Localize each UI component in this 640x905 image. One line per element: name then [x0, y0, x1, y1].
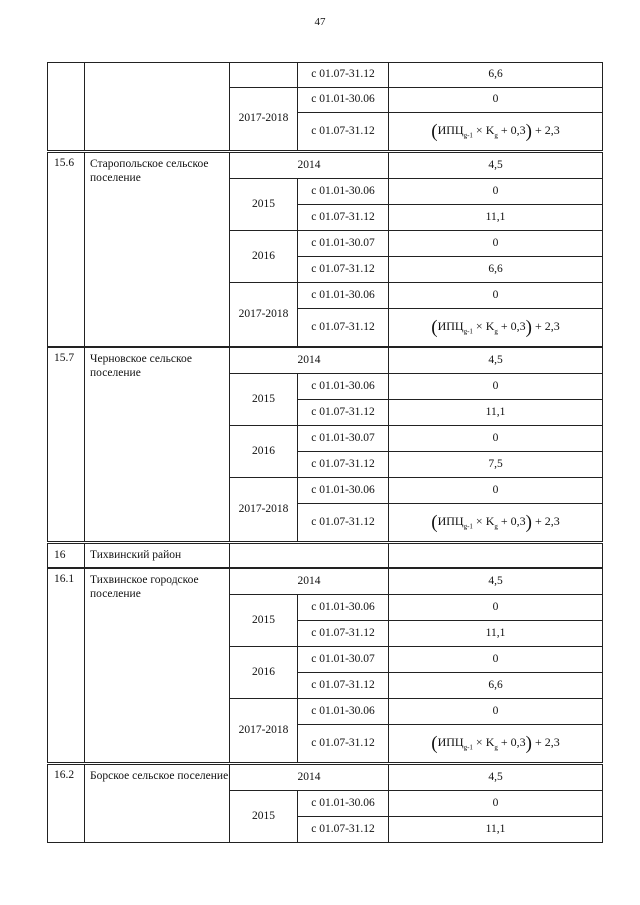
value-cell: 0 [389, 426, 603, 452]
formula-cell [389, 309, 603, 347]
period-cell: с 01.07-31.12 [298, 817, 389, 843]
value-cell: 6,6 [389, 63, 603, 88]
year-cell: 2015 [230, 595, 298, 647]
period-cell: с 01.01-30.06 [298, 595, 389, 621]
year-cell: 2016 [230, 647, 298, 699]
formula: $(ИПЦ_{g-1} \times K_g + 0,3) + 2,3$ [431, 317, 560, 338]
value-cell: 11,1 [389, 621, 603, 647]
period-cell: с 01.07-31.12 [298, 621, 389, 647]
value-cell: 4,5 [389, 348, 603, 374]
period-cell: с 01.01-30.07 [298, 231, 389, 257]
formula-cell [389, 725, 603, 763]
year-cell: 2017-2018 [230, 699, 298, 763]
period-cell: с 01.01-30.06 [298, 791, 389, 817]
district-name: Тихвинский район [85, 544, 230, 568]
period-cell: с 01.01-30.07 [298, 647, 389, 673]
year-cell: 2014 [230, 765, 389, 791]
period-cell: с 01.07-31.12 [298, 673, 389, 699]
section-16-2 [47, 764, 603, 843]
period-cell: с 01.01-30.06 [298, 179, 389, 205]
period-cell: с 01.01-30.07 [298, 426, 389, 452]
value-cell: 4,5 [389, 153, 603, 179]
year-cell: 2015 [230, 374, 298, 426]
year-cell: 2016 [230, 231, 298, 283]
period-cell: с 01.07-31.12 [298, 725, 389, 763]
formula: $(ИПЦ_{g-1} \times K_g + 0,3) + 2,3$ [431, 512, 560, 533]
formula: $(ИПЦ_{g-1} \times K_g + 0,3) + 2,3$ [431, 733, 560, 754]
value-cell: 0 [389, 374, 603, 400]
year-cell: 2014 [230, 569, 389, 595]
row-number: 16 [48, 544, 85, 568]
empty-cell [389, 544, 603, 568]
year-cell: 2017-2018 [230, 478, 298, 542]
period-cell: с 01.07-31.12 [298, 452, 389, 478]
row-number: 15.7 [48, 348, 85, 542]
row-number: 15.6 [48, 153, 85, 347]
period-cell: с 01.01-30.06 [298, 283, 389, 309]
year-cell: 2017-2018 [230, 88, 298, 151]
period-cell: с 01.01-30.06 [298, 374, 389, 400]
value-cell: 0 [389, 647, 603, 673]
value-cell: 4,5 [389, 569, 603, 595]
period-cell: с 01.01-30.06 [298, 88, 389, 113]
year-cell [230, 63, 298, 88]
value-cell: 0 [389, 791, 603, 817]
period-cell: с 01.07-31.12 [298, 504, 389, 542]
section-15-7 [47, 347, 603, 542]
value-cell: 4,5 [389, 765, 603, 791]
name-cell [85, 63, 230, 151]
value-cell: 11,1 [389, 817, 603, 843]
value-cell: 6,6 [389, 673, 603, 699]
formula: $(ИПЦ_{g-1} \times K_g + 0,3) + 2,3$ [431, 121, 560, 142]
row-number: 16.1 [48, 569, 85, 763]
num-cell [48, 63, 85, 151]
formula-cell [389, 113, 603, 151]
year-cell: 2016 [230, 426, 298, 478]
period-cell: с 01.07-31.12 [298, 400, 389, 426]
period-cell: с 01.01-30.06 [298, 699, 389, 725]
value-cell: 0 [389, 595, 603, 621]
value-cell: 0 [389, 88, 603, 113]
formula-cell [389, 504, 603, 542]
settlement-name: Старопольское сельское поселение [85, 153, 230, 347]
settlement-name: Тихвинское городское поселение [85, 569, 230, 763]
value-cell: 11,1 [389, 400, 603, 426]
year-cell: 2015 [230, 179, 298, 231]
value-cell: 6,6 [389, 257, 603, 283]
table-continuation [47, 62, 603, 151]
section-15-6 [47, 152, 603, 347]
section-16 [47, 543, 603, 568]
value-cell: 0 [389, 231, 603, 257]
value-cell: 0 [389, 478, 603, 504]
year-cell: 2017-2018 [230, 283, 298, 347]
value-cell: 7,5 [389, 452, 603, 478]
value-cell: 0 [389, 699, 603, 725]
period-cell: с 01.01-30.06 [298, 478, 389, 504]
settlement-name: Борское сельское поселение [85, 765, 230, 843]
page-number: 47 [314, 16, 326, 28]
period-cell: с 01.07-31.12 [298, 257, 389, 283]
value-cell: 0 [389, 179, 603, 205]
section-16-1 [47, 568, 603, 763]
value-cell: 11,1 [389, 205, 603, 231]
row-number: 16.2 [48, 765, 85, 843]
settlement-name: Черновское сельское поселение [85, 348, 230, 542]
period-cell: с 01.07-31.12 [298, 309, 389, 347]
year-cell: 2014 [230, 153, 389, 179]
value-cell: 0 [389, 283, 603, 309]
period-cell: с 01.07-31.12 [298, 63, 389, 88]
period-cell: с 01.07-31.12 [298, 113, 389, 151]
empty-cell [230, 544, 389, 568]
year-cell: 2014 [230, 348, 389, 374]
year-cell: 2015 [230, 791, 298, 843]
period-cell: с 01.07-31.12 [298, 205, 389, 231]
